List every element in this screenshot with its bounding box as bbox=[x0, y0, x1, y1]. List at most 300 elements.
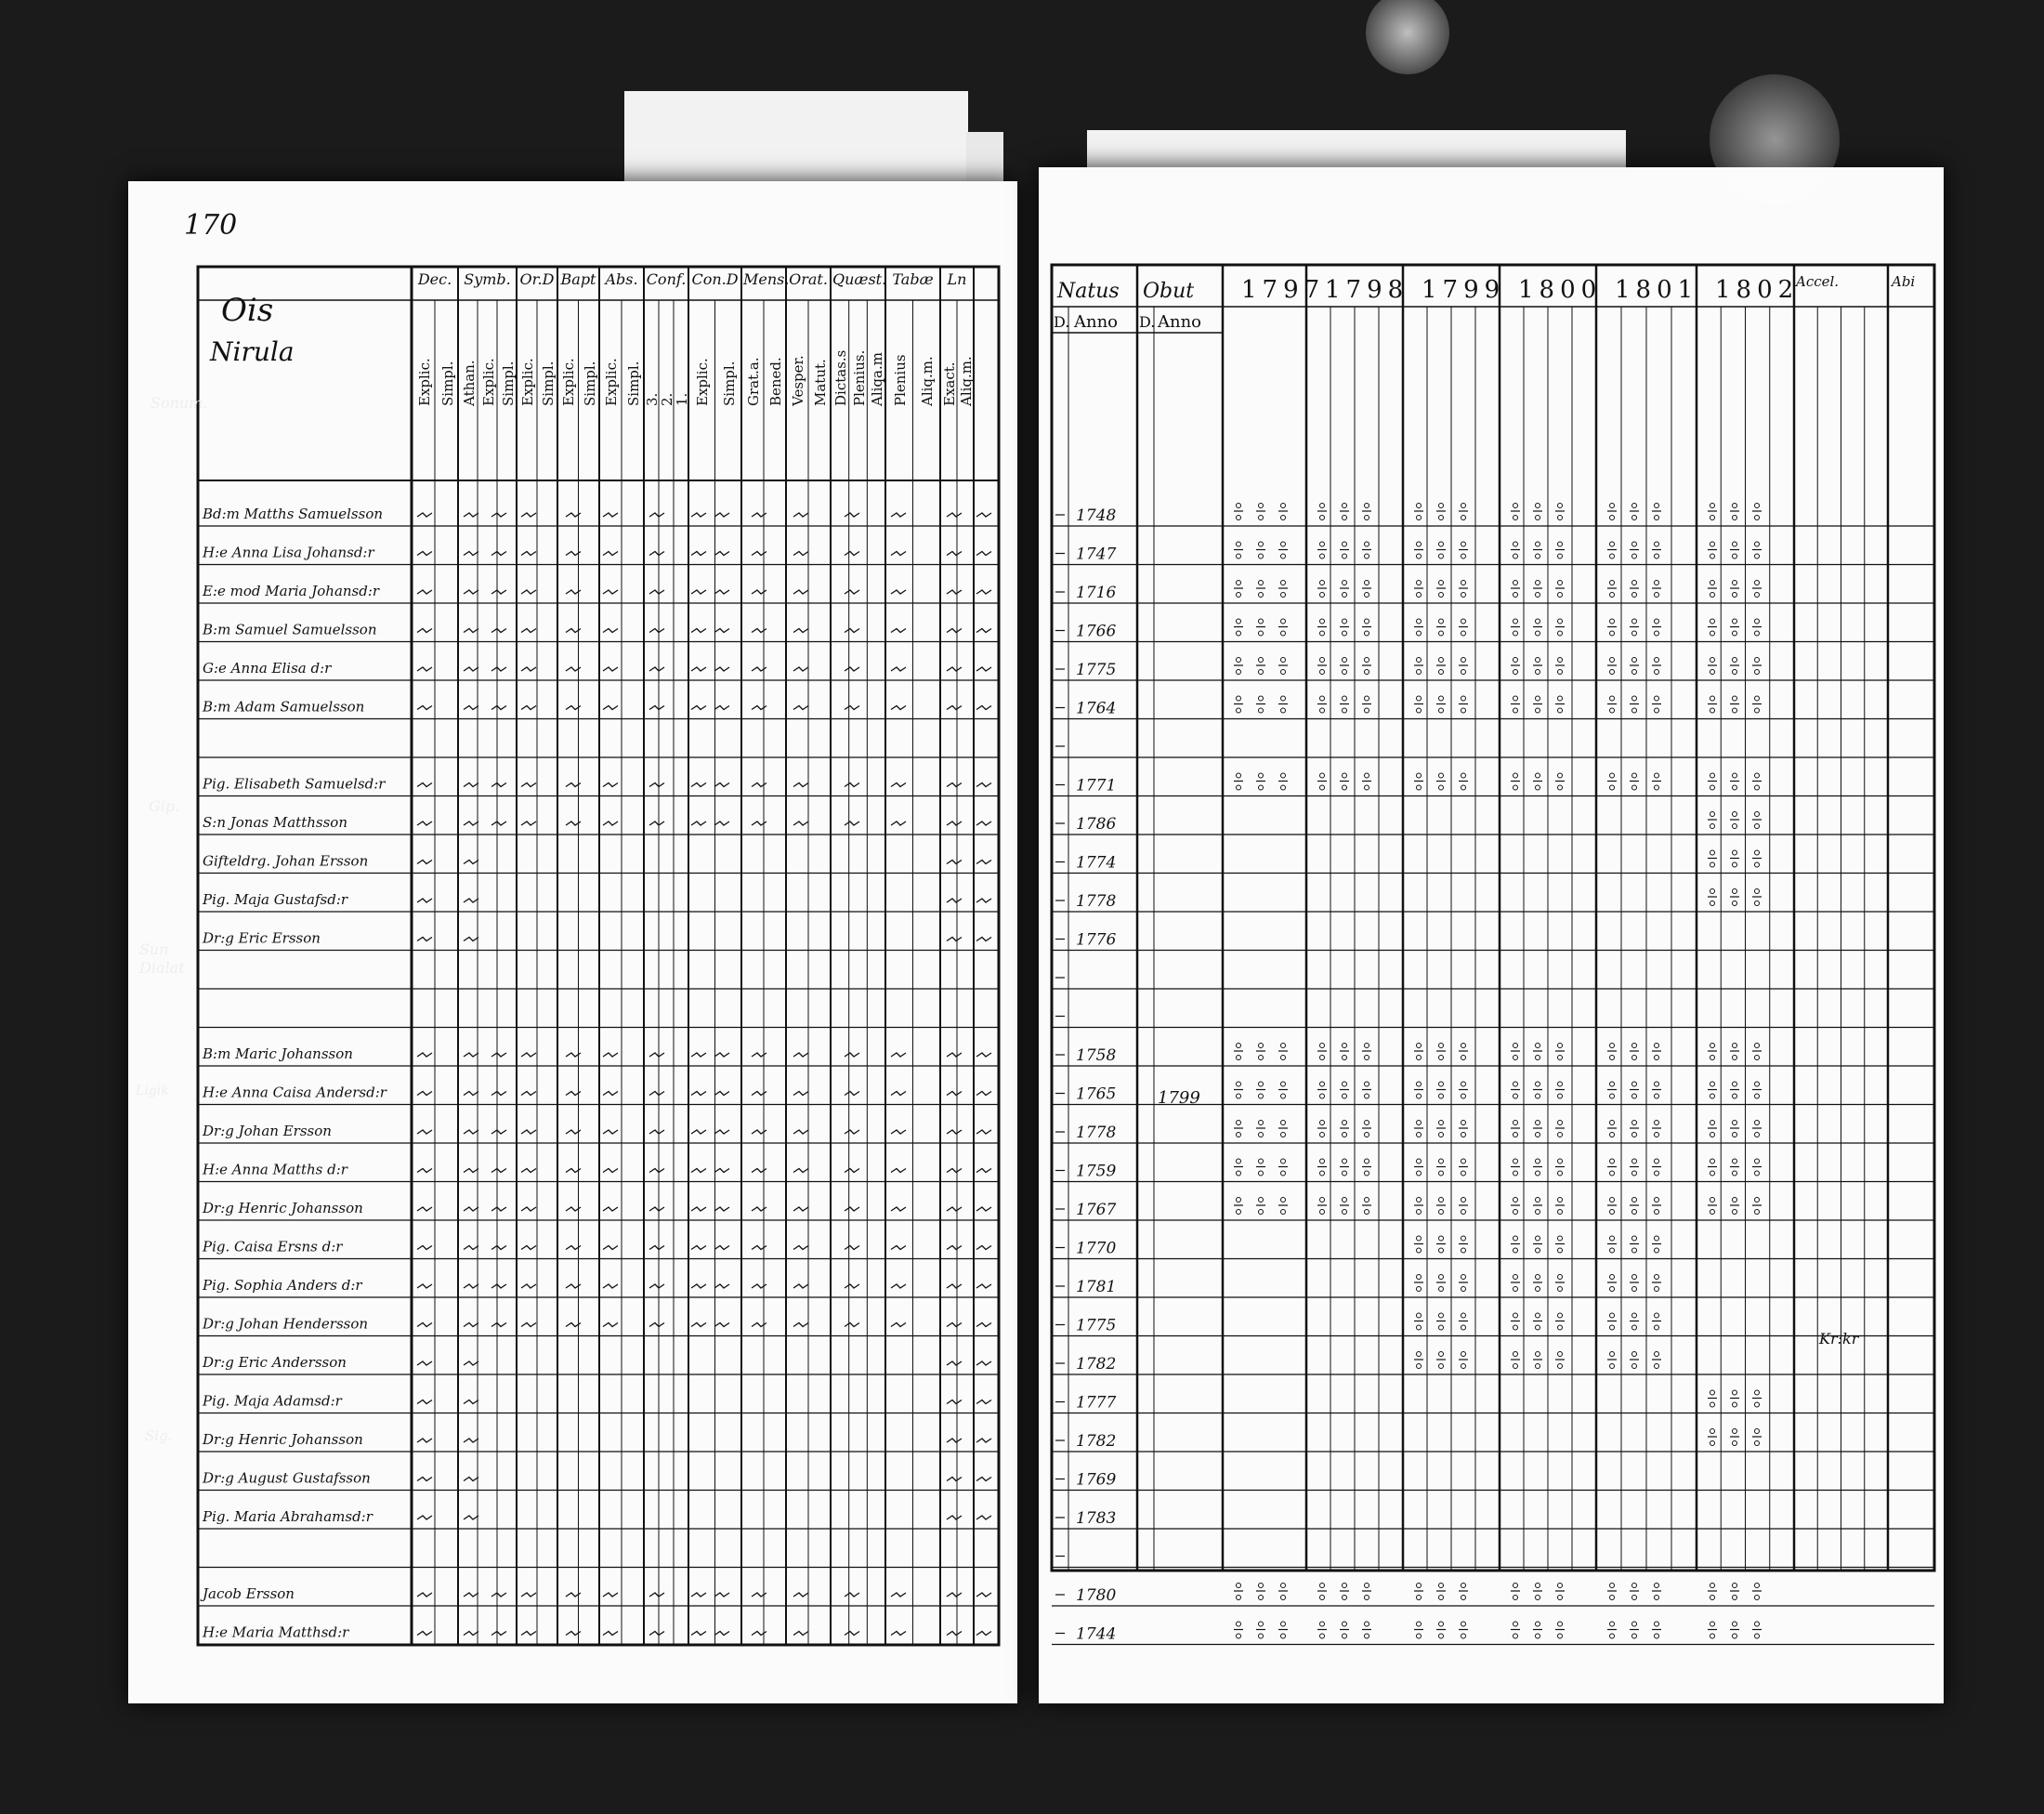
sub-column-label: Exact. bbox=[941, 361, 958, 406]
fraction-numerator bbox=[1655, 619, 1659, 624]
tally-mark bbox=[417, 783, 432, 787]
sub-column-label: Dictas.s bbox=[832, 349, 849, 406]
fraction-denominator bbox=[1655, 1171, 1659, 1176]
fraction-denominator bbox=[1439, 1364, 1444, 1369]
tally-mark bbox=[691, 590, 706, 594]
parishioner-name: Pig. Maja Gustafsd:r bbox=[203, 891, 348, 908]
fraction-numerator bbox=[1610, 1313, 1615, 1318]
fraction-denominator bbox=[1365, 1634, 1369, 1638]
fraction-denominator bbox=[1610, 593, 1615, 598]
fraction-numerator bbox=[1632, 1159, 1637, 1163]
fraction-numerator bbox=[1281, 1121, 1286, 1125]
fraction-denominator bbox=[1439, 1171, 1444, 1176]
page-number: 170 bbox=[184, 209, 238, 242]
birth-years bbox=[1076, 506, 1116, 1644]
tally-mark bbox=[691, 1130, 706, 1134]
tally-mark bbox=[464, 1439, 478, 1442]
tally-mark bbox=[649, 1092, 664, 1096]
fraction-denominator bbox=[1513, 1094, 1518, 1098]
fraction-numerator bbox=[1710, 619, 1715, 624]
fraction-denominator bbox=[1365, 1133, 1369, 1137]
fraction-denominator bbox=[1536, 593, 1540, 598]
fraction-numerator bbox=[1755, 581, 1760, 585]
fraction-numerator bbox=[1710, 1198, 1715, 1203]
tally-mark bbox=[947, 1284, 962, 1288]
fraction-numerator bbox=[1755, 658, 1760, 663]
fraction-numerator bbox=[1632, 1275, 1637, 1280]
fraction-numerator bbox=[1281, 504, 1286, 508]
fraction-numerator bbox=[1655, 1584, 1659, 1588]
fraction-numerator bbox=[1536, 542, 1540, 546]
tally-mark bbox=[793, 513, 808, 517]
fraction-denominator bbox=[1558, 1171, 1563, 1176]
year-header: 1801 bbox=[1615, 276, 1699, 304]
fraction-denominator bbox=[1320, 1634, 1325, 1638]
tally-mark bbox=[417, 1516, 432, 1519]
obut-anno-header: Anno bbox=[1158, 312, 1202, 332]
fraction-numerator bbox=[1343, 542, 1347, 546]
fraction-numerator bbox=[1536, 1352, 1540, 1357]
fraction-numerator bbox=[1439, 1275, 1444, 1280]
parishioner-name: E:e mod Maria Johansd:r bbox=[203, 583, 380, 599]
fraction-denominator bbox=[1536, 554, 1540, 559]
fraction-numerator bbox=[1558, 1121, 1563, 1125]
tally-mark bbox=[464, 1053, 478, 1057]
fraction-numerator bbox=[1558, 1352, 1563, 1357]
tally-mark bbox=[976, 1246, 991, 1250]
fraction-numerator bbox=[1320, 1584, 1325, 1588]
fraction-denominator bbox=[1558, 1364, 1563, 1369]
fraction-numerator bbox=[1733, 1198, 1737, 1203]
birth-year: 1776 bbox=[1076, 930, 1117, 950]
tally-mark bbox=[521, 822, 536, 825]
margin-note-gip: Gip. bbox=[149, 797, 180, 815]
fraction-denominator bbox=[1259, 1094, 1264, 1098]
tally-mark bbox=[891, 1207, 906, 1211]
tally-mark bbox=[891, 1632, 906, 1636]
fraction-denominator bbox=[1655, 1094, 1659, 1098]
tally-mark bbox=[521, 783, 536, 787]
sub-column-label: Explic. bbox=[603, 358, 620, 406]
fraction-denominator bbox=[1513, 631, 1518, 636]
tally-mark bbox=[891, 1169, 906, 1173]
fraction-numerator bbox=[1655, 1313, 1659, 1318]
fraction-denominator bbox=[1632, 1210, 1637, 1215]
tally-mark bbox=[464, 667, 478, 671]
fraction-denominator bbox=[1365, 1210, 1369, 1215]
tally-mark bbox=[603, 1246, 618, 1250]
fraction-denominator bbox=[1439, 1287, 1444, 1292]
tally-mark bbox=[464, 822, 478, 825]
fraction-numerator bbox=[1655, 696, 1659, 701]
tally-mark bbox=[491, 667, 506, 671]
tally-mark bbox=[691, 1169, 706, 1173]
fraction-denominator bbox=[1733, 670, 1737, 675]
tally-mark bbox=[947, 1593, 962, 1597]
tally-mark bbox=[845, 513, 859, 517]
fraction-denominator bbox=[1439, 1094, 1444, 1098]
fraction-denominator bbox=[1417, 708, 1422, 713]
fraction-denominator bbox=[1733, 516, 1737, 520]
fraction-denominator bbox=[1632, 708, 1637, 713]
tally-mark bbox=[464, 1207, 478, 1211]
sub-column-label: Explic. bbox=[694, 358, 712, 406]
fraction-numerator bbox=[1655, 1352, 1659, 1357]
fraction-numerator bbox=[1365, 619, 1369, 624]
tally-mark bbox=[714, 783, 729, 787]
tally-mark bbox=[891, 1284, 906, 1288]
tally-mark bbox=[649, 667, 664, 671]
tally-mark bbox=[793, 1169, 808, 1173]
fraction-numerator bbox=[1343, 581, 1347, 585]
tally-mark bbox=[752, 706, 766, 710]
fraction-numerator bbox=[1439, 1121, 1444, 1125]
tally-mark bbox=[714, 1593, 729, 1597]
fraction-denominator bbox=[1710, 1210, 1715, 1215]
fraction-denominator bbox=[1536, 1248, 1540, 1253]
tally-mark bbox=[417, 1130, 432, 1134]
fraction-denominator bbox=[1755, 593, 1760, 598]
tally-mark bbox=[417, 590, 432, 594]
tally-mark bbox=[521, 706, 536, 710]
tally-mark bbox=[976, 513, 991, 517]
fraction-numerator bbox=[1755, 619, 1760, 624]
right-ledger-grid bbox=[1039, 167, 1944, 1703]
fraction-denominator bbox=[1610, 708, 1615, 713]
tally-mark bbox=[793, 706, 808, 710]
fraction-denominator bbox=[1417, 593, 1422, 598]
fraction-denominator bbox=[1237, 1056, 1241, 1060]
fraction-numerator bbox=[1733, 696, 1737, 701]
fraction-denominator bbox=[1755, 1133, 1760, 1137]
fraction-numerator bbox=[1513, 1622, 1518, 1626]
tally-mark bbox=[752, 783, 766, 787]
fraction-numerator bbox=[1365, 1082, 1369, 1086]
fraction-numerator bbox=[1655, 658, 1659, 663]
tally-mark bbox=[464, 1516, 478, 1519]
fraction-denominator bbox=[1237, 1133, 1241, 1137]
parishioner-name: B:m Samuel Samuelsson bbox=[203, 621, 377, 638]
fraction-numerator bbox=[1281, 581, 1286, 585]
fraction-denominator bbox=[1710, 516, 1715, 520]
tally-mark bbox=[752, 590, 766, 594]
tally-mark bbox=[891, 1092, 906, 1096]
fraction-denominator bbox=[1513, 1056, 1518, 1060]
fraction-numerator bbox=[1320, 1044, 1325, 1048]
tally-mark bbox=[947, 1207, 962, 1211]
tally-mark bbox=[603, 1632, 618, 1636]
year-header: 1800 bbox=[1518, 276, 1603, 304]
fraction-numerator bbox=[1655, 542, 1659, 546]
fraction-denominator bbox=[1536, 1171, 1540, 1176]
sub-column-label: 2. bbox=[659, 392, 675, 406]
column-group-header: Dec. bbox=[417, 270, 452, 288]
fraction-numerator bbox=[1755, 773, 1760, 778]
fraction-denominator bbox=[1461, 1325, 1466, 1330]
fraction-numerator bbox=[1259, 1044, 1264, 1048]
fraction-denominator bbox=[1259, 708, 1264, 713]
fraction-numerator bbox=[1655, 1198, 1659, 1203]
fraction-numerator bbox=[1655, 1275, 1659, 1280]
fraction-denominator bbox=[1536, 1210, 1540, 1215]
tally-mark bbox=[691, 1246, 706, 1250]
fraction-numerator bbox=[1610, 1275, 1615, 1280]
fraction-denominator bbox=[1632, 1287, 1637, 1292]
fraction-denominator bbox=[1365, 708, 1369, 713]
fraction-denominator bbox=[1610, 1056, 1615, 1060]
fraction-denominator bbox=[1558, 670, 1563, 675]
fraction-denominator bbox=[1461, 593, 1466, 598]
fraction-numerator bbox=[1558, 1044, 1563, 1048]
fraction-denominator bbox=[1365, 670, 1369, 675]
fraction-numerator bbox=[1320, 773, 1325, 778]
fraction-numerator bbox=[1259, 1082, 1264, 1086]
fraction-numerator bbox=[1320, 696, 1325, 701]
fraction-numerator bbox=[1610, 1622, 1615, 1626]
fraction-denominator bbox=[1733, 1402, 1737, 1407]
tally-mark bbox=[845, 783, 859, 787]
fraction-numerator bbox=[1755, 1121, 1760, 1125]
tally-mark bbox=[714, 706, 729, 710]
fraction-numerator bbox=[1536, 619, 1540, 624]
names-list bbox=[200, 506, 387, 1641]
fraction-denominator bbox=[1733, 1171, 1737, 1176]
tally-mark bbox=[464, 1593, 478, 1597]
fraction-numerator bbox=[1536, 1198, 1540, 1203]
tally-mark bbox=[845, 1246, 859, 1250]
fraction-numerator bbox=[1710, 773, 1715, 778]
fraction-denominator bbox=[1755, 1210, 1760, 1215]
fraction-numerator bbox=[1536, 1121, 1540, 1125]
birth-year: 1778 bbox=[1076, 892, 1117, 911]
fraction-numerator bbox=[1320, 542, 1325, 546]
fraction-denominator bbox=[1417, 1133, 1422, 1137]
fraction-denominator bbox=[1513, 1634, 1518, 1638]
fraction-denominator bbox=[1259, 1210, 1264, 1215]
fraction-denominator bbox=[1632, 1325, 1637, 1330]
tally-mark bbox=[976, 1169, 991, 1173]
fraction-denominator bbox=[1655, 1133, 1659, 1137]
fraction-denominator bbox=[1237, 516, 1241, 520]
tally-mark bbox=[491, 822, 506, 825]
tally-mark bbox=[649, 1207, 664, 1211]
fraction-numerator bbox=[1513, 1275, 1518, 1280]
fraction-denominator bbox=[1281, 708, 1286, 713]
fraction-numerator bbox=[1439, 1082, 1444, 1086]
fraction-numerator bbox=[1417, 1082, 1422, 1086]
fraction-denominator bbox=[1237, 1210, 1241, 1215]
fraction-numerator bbox=[1536, 1275, 1540, 1280]
tally-mark bbox=[845, 1053, 859, 1057]
fraction-numerator bbox=[1755, 1429, 1760, 1434]
tally-mark bbox=[464, 1130, 478, 1134]
fraction-denominator bbox=[1259, 670, 1264, 675]
tally-mark bbox=[714, 1207, 729, 1211]
fraction-numerator bbox=[1733, 581, 1737, 585]
fraction-denominator bbox=[1365, 554, 1369, 559]
birth-year: 1777 bbox=[1076, 1393, 1117, 1413]
column-group-header: Tabæ bbox=[892, 270, 934, 288]
tally-mark bbox=[464, 1361, 478, 1365]
fraction-denominator bbox=[1710, 1056, 1715, 1060]
fraction-numerator bbox=[1461, 619, 1466, 624]
tally-mark bbox=[649, 1246, 664, 1250]
fraction-denominator bbox=[1343, 631, 1347, 636]
fraction-numerator bbox=[1259, 1622, 1264, 1626]
fraction-numerator bbox=[1320, 1082, 1325, 1086]
fraction-denominator bbox=[1733, 1634, 1737, 1638]
tally-mark bbox=[417, 1053, 432, 1057]
tally-mark bbox=[491, 706, 506, 710]
fraction-denominator bbox=[1320, 708, 1325, 713]
sub-column-label: Vesper. bbox=[790, 355, 806, 406]
fraction-denominator bbox=[1320, 1094, 1325, 1098]
fraction-denominator bbox=[1343, 593, 1347, 598]
fraction-numerator bbox=[1439, 658, 1444, 663]
fraction-denominator bbox=[1320, 1171, 1325, 1176]
tally-mark bbox=[793, 1246, 808, 1250]
fraction-numerator bbox=[1733, 1429, 1737, 1434]
birth-year: 1766 bbox=[1076, 622, 1117, 641]
fraction-denominator bbox=[1655, 1056, 1659, 1060]
tally-mark bbox=[714, 1632, 729, 1636]
fraction-denominator bbox=[1558, 554, 1563, 559]
fraction-numerator bbox=[1281, 1584, 1286, 1588]
natus-anno-header: Anno bbox=[1074, 312, 1119, 332]
fraction-denominator bbox=[1343, 1596, 1347, 1600]
tally-mark bbox=[793, 1632, 808, 1636]
tally-mark bbox=[464, 1092, 478, 1096]
fraction-numerator bbox=[1710, 889, 1715, 894]
fraction-denominator bbox=[1237, 631, 1241, 636]
tally-mark bbox=[691, 1323, 706, 1327]
tally-mark bbox=[491, 1246, 506, 1250]
fraction-numerator bbox=[1461, 1236, 1466, 1241]
accessit-header: Accel. bbox=[1796, 273, 1840, 290]
tally-mark bbox=[976, 590, 991, 594]
fraction-denominator bbox=[1536, 670, 1540, 675]
tally-mark bbox=[976, 1361, 991, 1365]
fraction-numerator bbox=[1710, 850, 1715, 855]
tally-mark bbox=[491, 1323, 506, 1327]
fraction-numerator bbox=[1281, 1159, 1286, 1163]
tally-mark bbox=[976, 1207, 991, 1211]
fraction-numerator bbox=[1281, 696, 1286, 701]
parishioner-name: Dr:g Henric Johansson bbox=[203, 1200, 363, 1216]
parishioner-name: Gifteldrg. Johan Ersson bbox=[203, 852, 369, 870]
fraction-denominator bbox=[1461, 554, 1466, 559]
tally-mark bbox=[793, 1323, 808, 1327]
fraction-numerator bbox=[1632, 504, 1637, 508]
fraction-numerator bbox=[1513, 1121, 1518, 1125]
fraction-denominator bbox=[1710, 1441, 1715, 1446]
fraction-denominator bbox=[1610, 1287, 1615, 1292]
parishioner-name: H:e Maria Matthsd:r bbox=[203, 1623, 349, 1641]
fraction-denominator bbox=[1417, 1248, 1422, 1253]
tally-mark bbox=[793, 667, 808, 671]
fraction-numerator bbox=[1733, 1082, 1737, 1086]
fraction-denominator bbox=[1259, 516, 1264, 520]
fraction-denominator bbox=[1632, 1056, 1637, 1060]
fraction-numerator bbox=[1733, 1622, 1737, 1626]
sub-column-label: Explic. bbox=[560, 358, 578, 406]
tally-mark bbox=[714, 1053, 729, 1057]
fraction-denominator bbox=[1513, 1248, 1518, 1253]
fraction-numerator bbox=[1733, 1584, 1737, 1588]
fraction-denominator bbox=[1237, 1171, 1241, 1176]
tally-mark bbox=[691, 629, 706, 633]
fraction-numerator bbox=[1259, 1198, 1264, 1203]
tally-mark bbox=[752, 1053, 766, 1057]
tally-mark bbox=[603, 1169, 618, 1173]
tally-mark bbox=[603, 629, 618, 633]
tally-mark bbox=[417, 629, 432, 633]
fraction-numerator bbox=[1558, 1313, 1563, 1318]
tally-mark bbox=[947, 1092, 962, 1096]
column-group-header: Symb. bbox=[464, 270, 511, 288]
fraction-numerator bbox=[1558, 504, 1563, 508]
fraction-numerator bbox=[1632, 542, 1637, 546]
tally-mark bbox=[976, 822, 991, 825]
tally-mark bbox=[691, 1593, 706, 1597]
fraction-numerator bbox=[1536, 1584, 1540, 1588]
fraction-numerator bbox=[1365, 504, 1369, 508]
fraction-numerator bbox=[1281, 773, 1286, 778]
fraction-denominator bbox=[1259, 1634, 1264, 1638]
fraction-denominator bbox=[1710, 862, 1715, 867]
fraction-denominator bbox=[1417, 1634, 1422, 1638]
fraction-numerator bbox=[1632, 773, 1637, 778]
fraction-numerator bbox=[1710, 1082, 1715, 1086]
tally-mark bbox=[491, 783, 506, 787]
fraction-denominator bbox=[1632, 1596, 1637, 1600]
fraction-denominator bbox=[1259, 1133, 1264, 1137]
fraction-denominator bbox=[1513, 1596, 1518, 1600]
fraction-numerator bbox=[1417, 1044, 1422, 1048]
tally-mark bbox=[417, 552, 432, 556]
sub-column-label: Grat.a. bbox=[745, 357, 762, 406]
obut-header: Obut bbox=[1143, 280, 1195, 303]
fraction-denominator bbox=[1281, 593, 1286, 598]
fraction-denominator bbox=[1632, 516, 1637, 520]
tally-mark bbox=[891, 552, 906, 556]
tally-mark bbox=[603, 552, 618, 556]
fraction-denominator bbox=[1710, 1402, 1715, 1407]
tally-mark bbox=[976, 1478, 991, 1481]
parishioner-name: Dr:g Henric Johansson bbox=[203, 1431, 363, 1448]
tally-mark bbox=[714, 1246, 729, 1250]
fraction-numerator bbox=[1513, 1313, 1518, 1318]
fraction-denominator bbox=[1237, 1094, 1241, 1098]
tally-mark bbox=[714, 513, 729, 517]
fraction-denominator bbox=[1417, 1287, 1422, 1292]
fraction-numerator bbox=[1439, 1044, 1444, 1048]
fraction-denominator bbox=[1461, 1056, 1466, 1060]
tally-mark bbox=[603, 667, 618, 671]
fraction-denominator bbox=[1610, 1596, 1615, 1600]
fraction-denominator bbox=[1710, 1094, 1715, 1098]
fraction-numerator bbox=[1281, 1044, 1286, 1048]
tally-mark bbox=[649, 552, 664, 556]
tally-mark bbox=[714, 1130, 729, 1134]
fraction-denominator bbox=[1610, 1325, 1615, 1330]
birth-year: 1775 bbox=[1076, 1316, 1117, 1335]
fraction-denominator bbox=[1632, 1171, 1637, 1176]
sub-column-label: Simpl. bbox=[581, 361, 598, 406]
fraction-numerator bbox=[1755, 542, 1760, 546]
year-header: 1798 bbox=[1325, 276, 1409, 304]
fraction-numerator bbox=[1536, 504, 1540, 508]
